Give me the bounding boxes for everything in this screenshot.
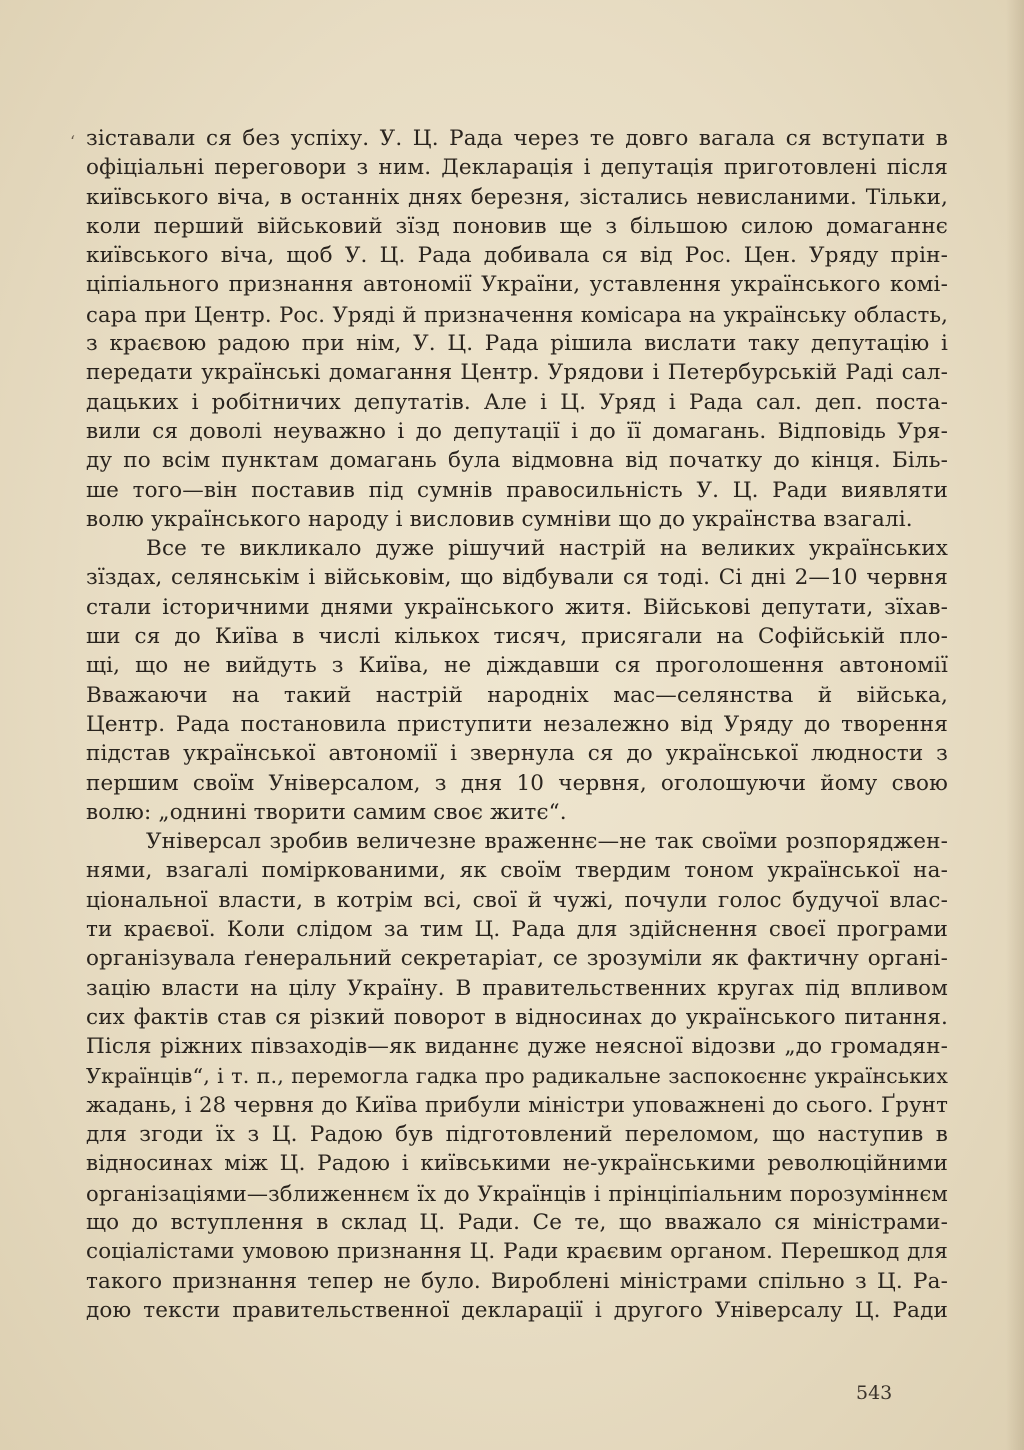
text-line: Українців“, і т. п., перемогла гадка про радикальне заспокоєннє українських xyxy=(86,1063,948,1088)
text-line: ду по всім пунктам домагань була відмовна від початку до кінця. Біль- xyxy=(86,448,948,474)
text-line: для згоди їх з Ц. Радою був підготовлений переломом, що наступив в xyxy=(86,1122,948,1148)
text-line: такого признання тепер не було. Вироблені міністрами спільно з Ц. Ра- xyxy=(86,1268,948,1294)
text-line: Все те викликало дуже рішучий настрій на великих українських xyxy=(146,536,948,562)
text-line: ти краєвої. Коли слідом за тим Ц. Рада для здійснення своєї програми xyxy=(86,917,948,943)
text-line: офіціальні переговори з ним. Декларація і депутація приготовлені після xyxy=(86,155,948,181)
text-line: стали історичними днями українського житя. Військові депутати, зїхав- xyxy=(86,594,948,620)
paragraph-1 xyxy=(86,124,948,534)
text-line: організувала ґенеральний секретаріат, се зрозуміли як фактичну органі- xyxy=(86,946,948,972)
text-line: Центр. Рада постановила приступити незалежно від Уряду до творення xyxy=(86,711,948,737)
text-line: відносинах між Ц. Радою і київськими не-українськими революційними xyxy=(86,1151,948,1177)
text-line: дою тексти правительственної декларації і другого Універсалу Ц. Ради xyxy=(86,1297,948,1323)
text-line: з краєвою радою при нім, У. Ц. Рада рішила вислати таку депутацію і xyxy=(86,331,948,357)
page-number: 543 xyxy=(856,1382,893,1404)
text-line: першим своїм Універсалом, з дня 10 червня, оголошуючи йому свою xyxy=(86,770,948,796)
text-line: вили ся доволі неуважно і до депутації і до її домагань. Відповідь Уря- xyxy=(86,418,948,444)
text-line: сара при Центр. Рос. Уряді й призначення комісара на українську область, xyxy=(86,301,948,327)
text-line: київського віча, щоб У. Ц. Рада добивала ся від Рос. Цен. Уряду прін- xyxy=(86,243,948,269)
text-line: ши ся до Київа в числі кількох тисяч, присягали на Софійській пло- xyxy=(86,624,948,650)
text-line: передати українські домагання Центр. Урядови і Петербурській Раді сал- xyxy=(86,360,948,386)
paragraph-2 xyxy=(86,534,948,827)
text-line: жадань, і 28 червня до Київа прибули міністри уповажнені до сього. Ґрунт xyxy=(86,1092,948,1118)
text-line: волю українського народу і висловив сумніви що до українства взагалі. xyxy=(86,506,913,532)
text-line: Після ріжних півзаходів—як виданнє дуже неясної відозви „до громадян- xyxy=(86,1034,948,1060)
body-text xyxy=(86,124,948,1325)
text-line: коли перший військовий зїзд поновив ще з більшою силою домаганнє xyxy=(86,213,948,239)
text-line: зіставали ся без успіху. У. Ц. Рада через те довго вагала ся вступати в xyxy=(86,126,948,151)
text-line: дацьких і робітничих депутатів. Але і Ц. Уряд і Рада сал. деп. поста- xyxy=(86,389,948,415)
text-line: Універсал зробив величезне враженнє—не так своїми розпоряджен- xyxy=(146,829,948,855)
margin-mark: ‘ xyxy=(70,132,76,151)
text-line: сих фактів став ся різкий поворот в відносинах до українського питання. xyxy=(86,1004,948,1030)
text-line: ше того—він поставив під сумнів правосильність У. Ц. Ради виявляти xyxy=(86,477,948,503)
text-line: волю: „однині творити самим своє житє“. xyxy=(86,799,567,825)
text-line: щі, що не вийдуть з Київа, не діждавши ся проголошення автономії xyxy=(86,653,948,679)
text-line: ціпіального признання автономії України, уставлення українського комі- xyxy=(86,272,948,298)
text-line: що до вступлення в склад Ц. Ради. Се те, що вважало ся міністрами- xyxy=(86,1209,948,1235)
text-line: соціалістами умовою признання Ц. Ради краєвим органом. Перешкод для xyxy=(86,1239,948,1265)
text-line: Вважаючи на такий настрій народніх мас—селянства й війська, xyxy=(86,682,948,708)
text-line: зацію власти на цілу Україну. В правительственних кругах під впливом xyxy=(86,975,948,1001)
text-line: зїздах, селянськім і військовім, що відбували ся тоді. Сі дні 2—10 червня xyxy=(86,565,948,591)
text-line: нями, взагалі поміркованими, як своїм твердим тоном української на- xyxy=(86,858,948,884)
paragraph-3 xyxy=(86,827,948,1325)
text-line: організаціями—зближеннєм їх до Українців і прінціпіальним порозуміннєм xyxy=(86,1180,948,1206)
text-line: підстав української автономії і звернула ся до української людности з xyxy=(86,741,948,767)
text-line: ціональної власти, в котрім всі, свої й чужі, почули голос будучої влас- xyxy=(86,887,948,913)
text-line: київського віча, в останніх днях березня, зістались невисланими. Тільки, xyxy=(86,184,948,210)
